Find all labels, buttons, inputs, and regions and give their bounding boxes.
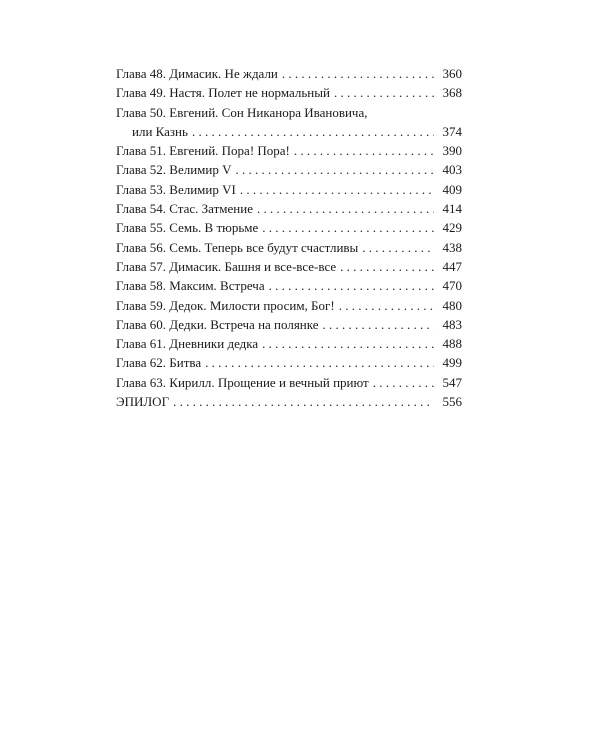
toc-entry-page: 547 bbox=[442, 374, 462, 390]
toc-entry-title: Глава 59. Дедок. Милости просим, Бог! bbox=[116, 297, 335, 313]
toc-entry-page: 480 bbox=[442, 297, 462, 313]
toc-entry-page: 374 bbox=[442, 123, 462, 139]
dot-leader bbox=[269, 276, 434, 295]
toc-entry-page: 429 bbox=[442, 220, 462, 236]
toc-entry-51[interactable] bbox=[116, 141, 462, 160]
toc-entry-page: 556 bbox=[442, 394, 462, 410]
toc-entry-60[interactable] bbox=[116, 315, 462, 334]
toc-entry-page: 403 bbox=[442, 162, 462, 178]
toc-entry-title: Глава 54. Стас. Затмение bbox=[116, 201, 253, 217]
dot-leader bbox=[205, 353, 434, 372]
toc-entry-title-line1: Глава 50. Евгений. Сон Никанора Ивановича, bbox=[116, 104, 368, 120]
toc-entry-57[interactable] bbox=[116, 257, 462, 276]
toc-entry-page: 409 bbox=[442, 181, 462, 197]
dot-leader bbox=[173, 392, 434, 411]
toc-entry-56[interactable] bbox=[116, 238, 462, 257]
toc-entry-page: 360 bbox=[442, 66, 462, 81]
toc-entry-title: Глава 52. Велимир V bbox=[116, 162, 232, 178]
dot-leader bbox=[339, 296, 434, 315]
dot-leader bbox=[340, 257, 434, 276]
toc-entry-page: 499 bbox=[442, 355, 462, 371]
toc-entry-50[interactable] bbox=[116, 103, 462, 142]
toc-entry-59[interactable] bbox=[116, 296, 462, 315]
dot-leader bbox=[294, 141, 434, 160]
dot-leader bbox=[240, 180, 434, 199]
table-of-contents bbox=[116, 64, 462, 411]
toc-entry-title: Глава 61. Дневники дедка bbox=[116, 336, 259, 352]
dot-leader bbox=[257, 199, 434, 218]
toc-entry-epilogue[interactable] bbox=[116, 392, 462, 411]
toc-entry-page: 414 bbox=[442, 201, 462, 217]
toc-entry-title: Глава 51. Евгений. Пора! Пора! bbox=[116, 143, 290, 159]
toc-entry-title: Глава 56. Семь. Теперь все будут счастливы bbox=[116, 239, 359, 255]
toc-entry-page: 483 bbox=[442, 316, 462, 332]
toc-entry-title: Глава 58. Максим. Встреча bbox=[116, 278, 265, 294]
toc-entry-page: 447 bbox=[442, 258, 462, 274]
toc-entry-52[interactable] bbox=[116, 160, 462, 179]
toc-entry-title: Глава 48. Димасик. Не ждали bbox=[116, 66, 278, 81]
dot-leader bbox=[262, 334, 434, 353]
toc-entry-title: Глава 57. Димасик. Башня и все-все-все bbox=[116, 258, 337, 274]
dot-leader bbox=[323, 315, 434, 334]
toc-entry-55[interactable] bbox=[116, 218, 462, 237]
toc-entry-63[interactable] bbox=[116, 373, 462, 392]
dot-leader bbox=[362, 238, 434, 257]
toc-entry-53[interactable] bbox=[116, 180, 462, 199]
dot-leader bbox=[236, 160, 435, 179]
toc-entry-58[interactable] bbox=[116, 276, 462, 295]
toc-entry-page: 488 bbox=[442, 336, 462, 352]
toc-entry-61[interactable] bbox=[116, 334, 462, 353]
toc-entry-48[interactable] bbox=[116, 64, 462, 83]
toc-entry-title: или Казнь bbox=[132, 123, 188, 139]
toc-entry-page: 438 bbox=[442, 239, 462, 255]
toc-entry-title: Глава 63. Кирилл. Прощение и вечный приют bbox=[116, 374, 369, 390]
dot-leader bbox=[262, 218, 434, 237]
dot-leader bbox=[192, 122, 434, 141]
toc-entry-title: Глава 55. Семь. В тюрьме bbox=[116, 220, 259, 236]
toc-entry-49[interactable] bbox=[116, 83, 462, 102]
toc-entry-title: Глава 53. Велимир VI bbox=[116, 181, 236, 197]
toc-entry-title: ЭПИЛОГ bbox=[116, 394, 170, 410]
dot-leader bbox=[334, 83, 434, 102]
toc-entry-title: Глава 60. Дедки. Встреча на полянке bbox=[116, 316, 319, 332]
toc-entry-page: 390 bbox=[442, 143, 462, 159]
dot-leader bbox=[282, 64, 434, 83]
dot-leader bbox=[373, 373, 434, 392]
toc-entry-54[interactable] bbox=[116, 199, 462, 218]
toc-entry-62[interactable] bbox=[116, 353, 462, 372]
toc-entry-title: Глава 62. Битва bbox=[116, 355, 202, 371]
toc-entry-page: 368 bbox=[442, 85, 462, 101]
toc-entry-title: Глава 49. Настя. Полет не нормальный bbox=[116, 85, 330, 101]
toc-entry-page: 470 bbox=[442, 278, 462, 294]
